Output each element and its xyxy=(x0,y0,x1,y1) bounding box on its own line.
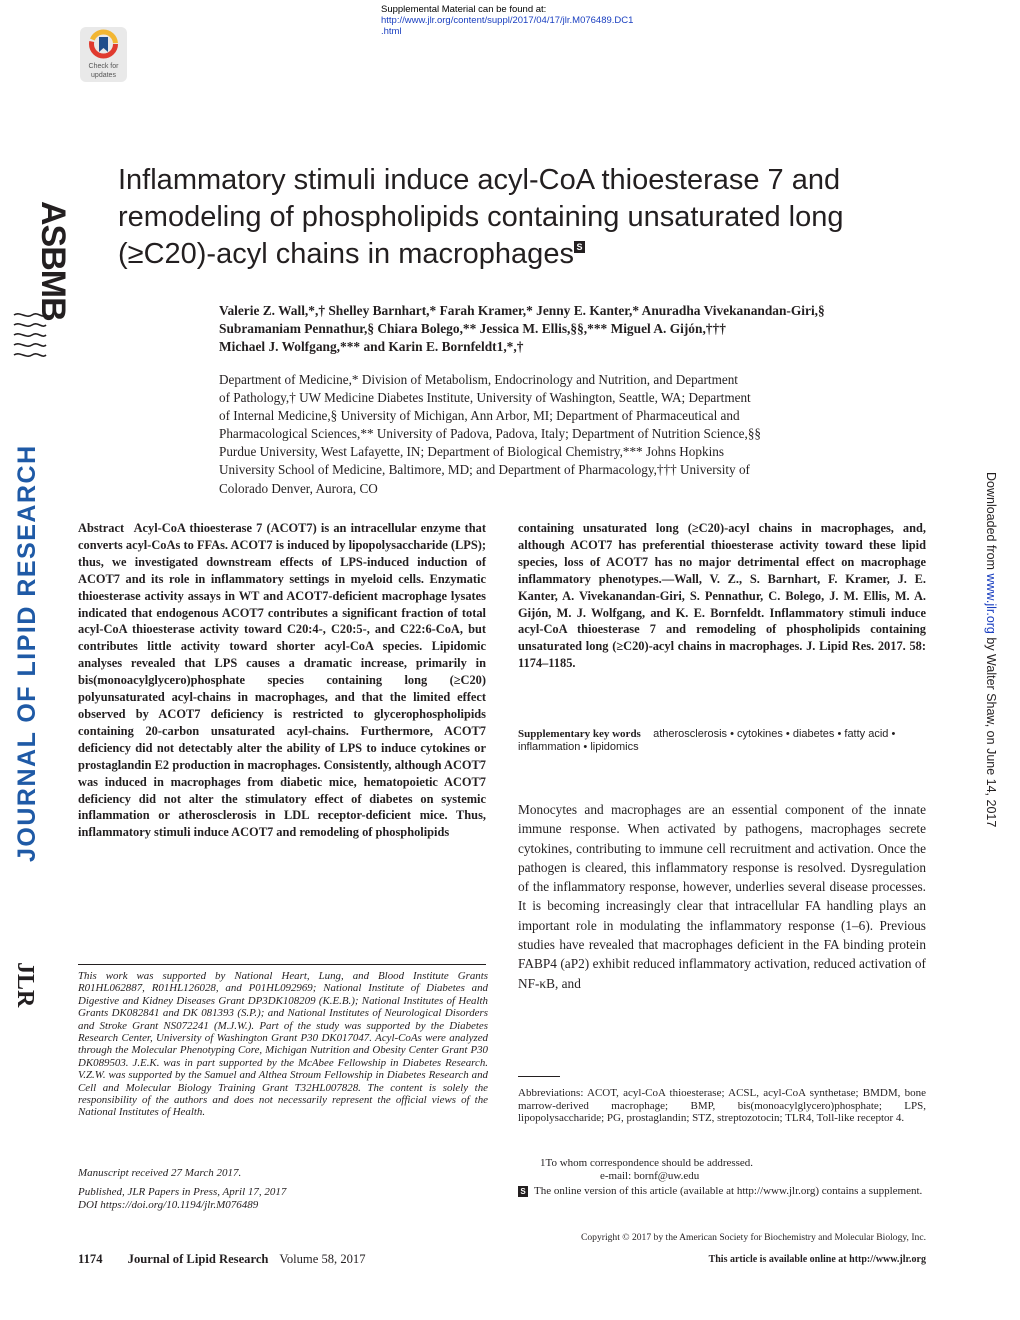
affiliation-line-6: University School of Medicine, Baltimore, MD; and Department of Pharmacology,††† University of xyxy=(219,462,750,478)
online-supplement-note xyxy=(518,1185,926,1198)
journal-name: Journal of Lipid Research xyxy=(127,1252,269,1266)
supplement-link[interactable]: http://www.jlr.org/content/suppl/2017/04/17/jlr.M076489.DC1 xyxy=(381,15,634,26)
banner-text: Supplemental Material can be found at: xyxy=(381,4,547,15)
check-updates-icon xyxy=(80,27,127,82)
downloaded-notice xyxy=(975,468,1005,868)
online-supplement-text: The online version of this article (available at http://www.jlr.org) contains a supplement. xyxy=(534,1185,923,1197)
jlr-logo xyxy=(12,958,42,1024)
authors-line-1: Valerie Z. Wall,*,† Shelley Barnhart,* Farah Kramer,* Jenny E. Kanter,* Anuradha Vivekanandan-Giri,§ xyxy=(219,303,825,318)
journal-side-title xyxy=(10,444,42,868)
affiliation-line-7: Colorado Denver, Aurora, CO xyxy=(219,480,378,496)
asbmb-logo-text: ASBMB xyxy=(34,201,72,321)
published-date: Published, JLR Papers in Press, April 17, 2017 xyxy=(78,1185,287,1198)
copyright: Copyright © 2017 by the American Society for Biochemistry and Molecular Biology, Inc. xyxy=(580,1232,926,1243)
authors-line-3: Michael J. Wolfgang,*** and Karin E. Bornfeldt1,*,† xyxy=(219,339,524,354)
supplement-link-end[interactable]: .html xyxy=(381,26,402,37)
title-line-2: remodeling of phospholipids containing unsaturated long xyxy=(118,201,844,233)
online-availability: This article is available online at http://www.jlr.org xyxy=(708,1254,926,1265)
volume-info: Volume 58, 2017 xyxy=(279,1252,366,1266)
affiliations xyxy=(219,371,929,498)
asbmb-logo xyxy=(4,195,72,365)
svg-text:Downloaded from www.jlr.org by xyxy=(984,472,998,827)
abstract-text-left: Acyl-CoA thioesterase 7 (ACOT7) is an intracellular enzyme that converts acyl-CoAs to FFAs. ACOT7 is induced by lipopolysaccharide (LPS); thus, we investigated downstream effects of LPS-induced induction of ACOT7 and its role in inflammatory settings in myeloid cells. Enzymatic thioesterase activity assays in WT and ACOT7-deficient macrophage lysates indicated that endogenous ACOT7 contributes a significant fraction of total acyl-CoA thioesterase activity toward C20:4-, C20:5-, and C22:6-CoA, but contributes little activity toward shorter acyl-CoA species. Lipidomic analyses revealed that LPS causes a dramatic increase, primarily in bis(monoacylglycero)phosphate species containing long (≥C20) polyunsaturated acyl-chains in macrophages, and that the limited effect observed by ACOT7 deficiency is restricted to glycerophospholipids containing 20-carbon unsaturated acyl-chains. Furthermore, ACOT7 deficiency did not detectably alter the ability of LPS to induce cytokines or prostaglandin E2 production in macrophages. Consistently, although ACOT7 was induced in macrophages from diabetic mice, hematopoietic ACOT7 deficiency did not alter the stimulatory effect of diabetes on systemic inflammation or atherosclerosis in LDL receptor-deficient mice. Thus, inflammatory stimuli induce ACOT7 and remodeling of phospholipids xyxy=(78,521,486,840)
jlr-logo-text: JLR xyxy=(12,962,38,1008)
authors-line-2: Subramaniam Pennathur,§ Chiara Bolego,** Jessica M. Ellis,§§,*** Miguel A. Gijón,††† xyxy=(219,321,726,336)
author-list xyxy=(219,302,939,356)
downloaded-suffix: by Walter Shaw, on June 14, 2017 xyxy=(984,633,998,828)
downloaded-link: www.jlr.org xyxy=(984,573,998,634)
footnote-divider xyxy=(78,964,486,965)
affiliation-line-5: Purdue University, West Lafayette, IN; Department of Biological Chemistry,*** Johns Hopkins xyxy=(219,444,724,460)
key-words xyxy=(518,728,928,755)
affiliation-line-2: of Pathology,† UW Medicine Diabetes Institute, University of Washington, Seattle, WA; Department xyxy=(219,390,751,406)
correspondence-note: 1To whom correspondence should be addressed. xyxy=(540,1157,754,1169)
affiliation-line-1: Department of Medicine,* Division of Metabolism, Endocrinology and Nutrition, and Department xyxy=(219,372,738,387)
key-words-list: atherosclerosis • cytokines • diabetes • fatty acid • inflammation • lipidomics xyxy=(518,728,896,754)
abbrev-divider xyxy=(518,1076,560,1077)
supplement-icon-small: S xyxy=(518,1186,528,1197)
manuscript-received: Manuscript received 27 March 2017. xyxy=(78,1167,242,1179)
page-number: 1174 xyxy=(78,1252,103,1266)
article-title xyxy=(118,162,918,273)
received-info xyxy=(78,1167,488,1211)
key-words-label: Supplementary key words xyxy=(518,728,641,740)
abbreviations: Abbreviations: ACOT, acyl-CoA thioesterase; ACSL, acyl-CoA synthetase; BMDM, bone marrow-derived macrophage; BMP, bis(monoacylglycero)phosphate; LPS, lipopolysaccharide; PG, prostaglandin; STZ, streptozotocin; TLR4, Toll-like receptor 4. xyxy=(518,1087,926,1124)
check-for-updates-badge[interactable] xyxy=(80,27,127,82)
check-updates-line2: updates xyxy=(91,72,116,79)
affiliation-line-4: Pharmacological Sciences,** University of Padova, Padova, Italy; Department of Nutrition Science,§§ xyxy=(219,426,762,442)
introduction-text: Monocytes and macrophages are an essential component of the innate immune response. When activated by pathogens, macrophages secrete cytokines, contributing to immune cell recruitment and activation. Once the pathogen is cleared, this inflammatory response is resolved. Dysregulation of the inflammatory response, however, underlies several disease processes. It is becoming increasingly clear that intracellular FA handling plays an important role in modulating the inflammatory response (1–6). Previous studies have revealed that macrophages deficient in the FA binding protein FABP4 (aP2) exhibit reduced inflammatory activation, reduced activation of NF-κB, and xyxy=(518,802,926,991)
abstract-heading: Abstract xyxy=(78,521,125,535)
correspondence-email[interactable]: e-mail: bornf@uw.edu xyxy=(600,1169,700,1182)
journal-side-text: JOURNAL OF LIPID RESEARCH xyxy=(13,444,41,862)
check-updates-line1: Check for xyxy=(88,63,119,70)
title-line-1: Inflammatory stimuli induce acyl-CoA thioesterase 7 and xyxy=(118,164,841,196)
funding-footnote: This work was supported by National Heart, Lung, and Blood Institute Grants R01HL062887, R01HL126028, and P01HL092969; National Institute of Diabetes and Digestive and Kidney Diseases Grant DP3DK108209 (K.E.B.); National Institutes of Health Grants DK082841 and DK 081393 (S.P.); and National Institutes of Neurological Disorders and Stroke Grant NS072241 (M.J.W.). Part of the study was supported by the Diabetes Research Center, University of Washington Grant P30 DK017047. Acyl-CoAs were analyzed through the Molecular Phenotyping Core, Michigan Nutrition and Obesity Center Grant P30 DK089503. J.E.K. was in part supported by the McAbee Fellowship in Diabetes Research. V.Z.W. was supported by the Samuel and Althea Stroum Fellowship in Diabetes Research and Cell and Molecular Biology Training Grant T32HL007828. The content is solely the responsibility of the authors and does not necessarily represent the official views of the National Institutes of Health. xyxy=(78,970,488,1119)
affiliation-line-3: of Internal Medicine,§ University of Michigan, Ann Arbor, MI; Department of Pharmaceutical and xyxy=(219,408,740,424)
supplement-icon[interactable]: S xyxy=(574,241,585,253)
downloaded-prefix: Downloaded from xyxy=(984,472,998,574)
page-footer xyxy=(78,1252,366,1267)
correspondence xyxy=(540,1157,920,1182)
abstract-right: containing unsaturated long (≥C20)-acyl chains in macrophages, and, although ACOT7 has preferential thioesterase activity toward these lipid species, loss of ACOT7 has no major detrimental effect on macrophage inflammatory phenotypes.—Wall, V. Z., S. Barnhart, F. Kramer, J. E. Kanter, A. Vivekanandan-Giri, S. Pennathur, C. Bolego, J. M. Ellis, M. A. Gijón, M. J. Wolfgang, and K. E. Bornfeldt. Inflammatory stimuli induce acyl-CoA thioesterase 7 and remodeling of phospholipids containing unsaturated long (≥C20)-acyl chains in macrophages. J. Lipid Res. 2017. 58: 1174–1185. xyxy=(518,521,926,671)
supplemental-banner xyxy=(381,4,661,37)
doi-link[interactable]: DOI https://doi.org/10.1194/jlr.M076489 xyxy=(78,1198,259,1211)
abstract-left xyxy=(78,520,486,841)
title-line-3: (≥C20)-acyl chains in macrophages xyxy=(118,238,574,270)
